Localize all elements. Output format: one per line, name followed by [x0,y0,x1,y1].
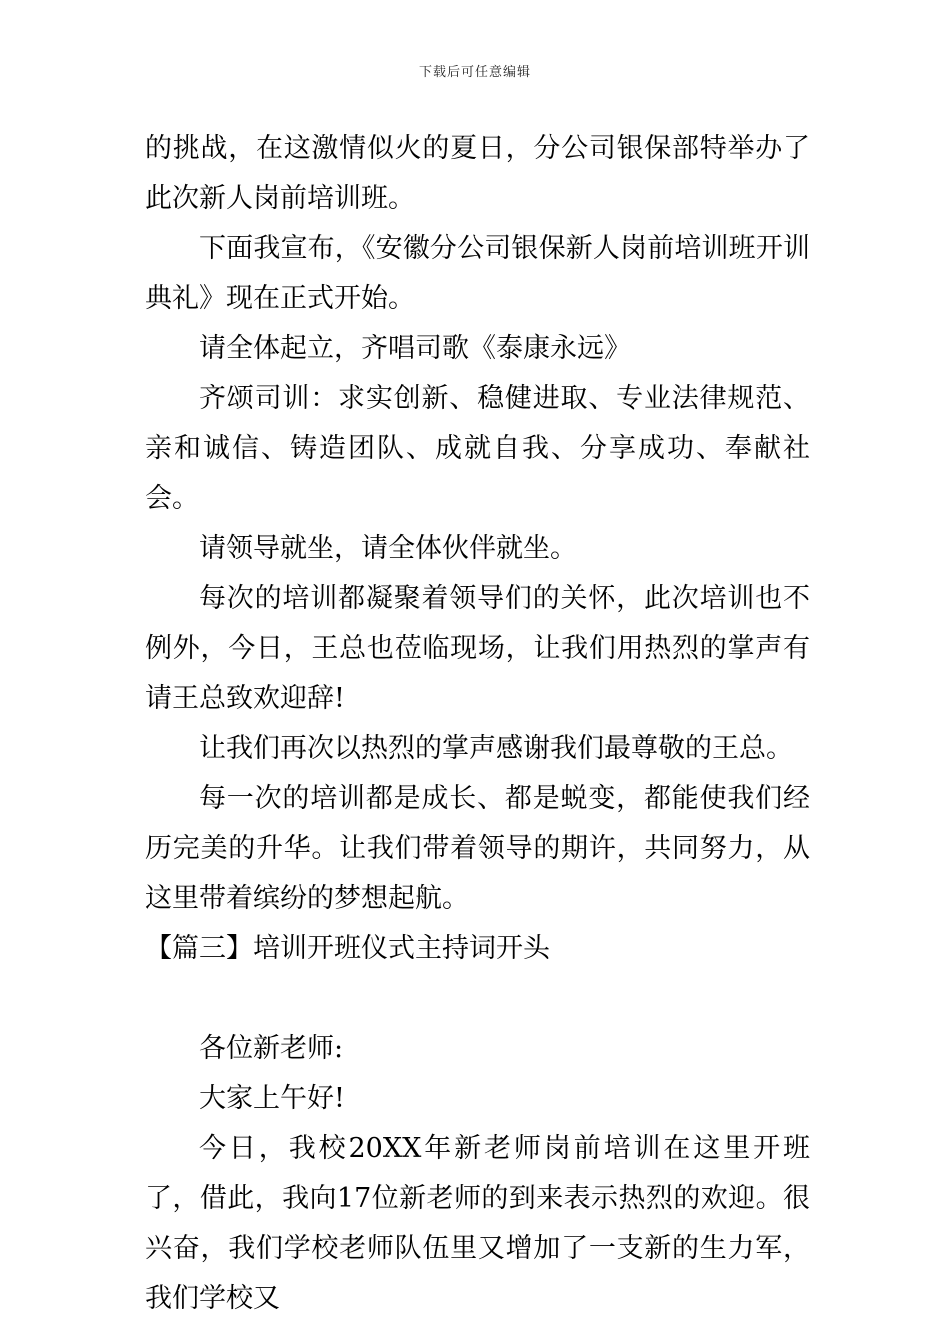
section-heading: 【篇三】培训开班仪式主持词开头 [145,933,550,964]
paragraph-announcement: 下面我宣布，《安徽分公司银保新人岗前培训班开训典礼》现在正式开始。 [145,233,810,314]
document-body [145,124,810,1324]
paragraph-salutation: 各位新老师: [199,1033,344,1064]
page-header-note: 下载后可任意编辑 [418,65,531,80]
blank-line [145,974,810,1024]
paragraph-thanks: 让我们再次以热烈的掌声感谢我们最尊敬的王总。 [199,733,793,764]
paragraph-growth: 每一次的培训都是成长、都是蜕变，都能使我们经历完美的升华。让我们带着领导的期许，共同努力，从这里带着缤纷的梦想起航。 [145,783,810,914]
paragraph-continuation: 的挑战，在这激情似火的夏日，分公司银保部特举办了此次新人岗前培训班。 [145,133,810,214]
paragraph-leader-welcome: 每次的培训都凝聚着领导们的关怀，此次培训也不例外，今日，王总也莅临现场，让我们用热烈的掌声有请王总致欢迎辞! [145,583,810,714]
paragraph-company-song: 请全体起立，齐唱司歌《泰康永远》 [199,333,631,364]
paragraph-greeting: 大家上午好! [199,1083,345,1114]
paragraph-opening-speech: 今日，我校20XX年新老师岗前培训在这里开班了，借此，我向17位新老师的到来表示热烈的欢迎。很兴奋，我们学校老师队伍里又增加了一支新的生力军，我们学校又 [145,1133,810,1314]
paragraph-be-seated: 请领导就坐，请全体伙伴就坐。 [199,533,577,564]
paragraph-company-motto: 齐颂司训：求实创新、稳健进取、专业法律规范、亲和诚信、铸造团队、成就自我、分享成功、奉献社会。 [145,383,810,514]
